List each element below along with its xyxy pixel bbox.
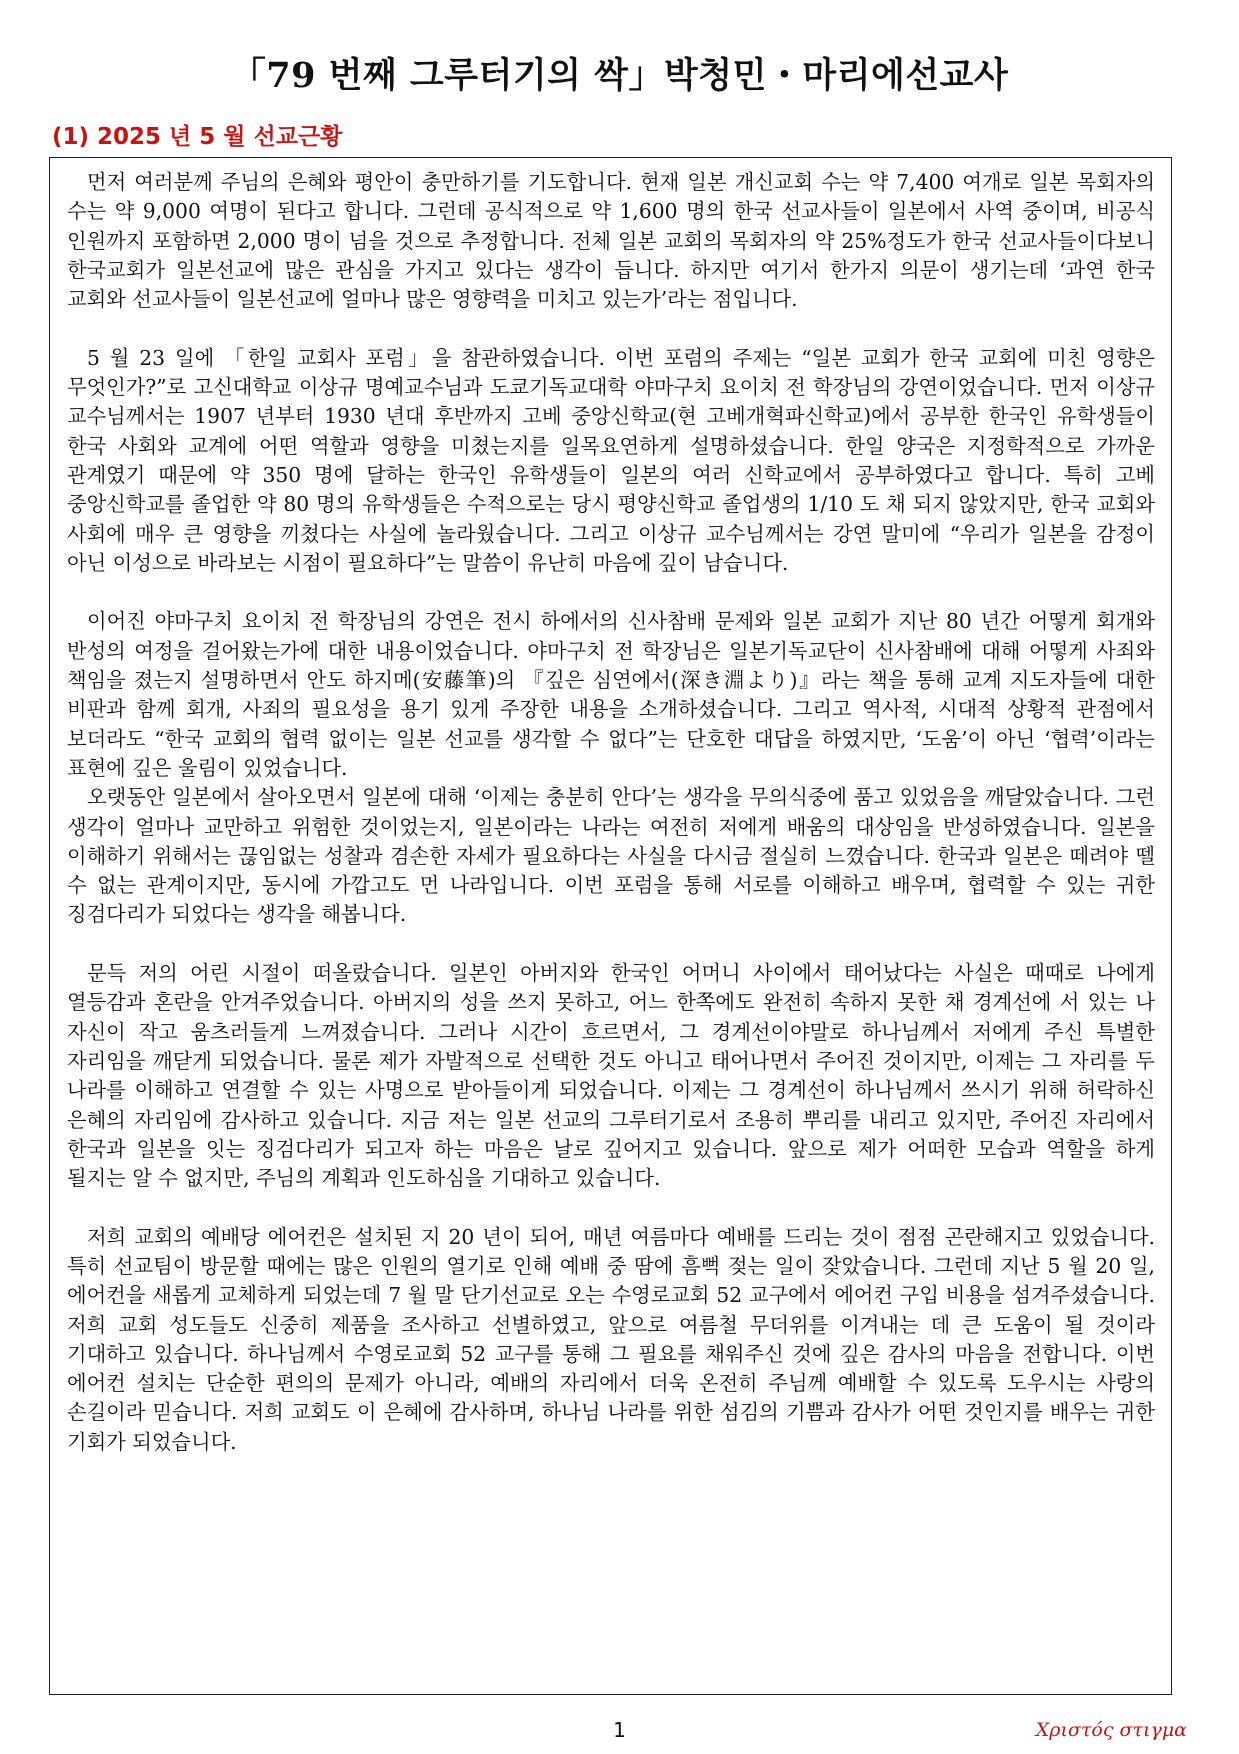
section-heading: (1) 2025 년 5 월 선교근황 bbox=[52, 124, 343, 150]
paragraph-childhood: 문득 저의 어린 시절이 떠올랐습니다. 일본인 아버지와 한국인 어머니 사이에서 태어났다는 사실은 때때로 나에게 열등감과 혼란을 안겨주었습니다. 아버지의 성을 쓰지 못하고, 어느 한쪽에도 완전히 속하지 못한 채 경계선에 서 있는 나 자신이 작고 움츠러들게 느껴졌습니다. 그러나 시간이 흐르면서, 그 경계선이야말로 하나님께서 저에게 주신 특별한 자리임을 깨닫게 되었습니다. 물론 제가 자발적으로 선택한 것도 아니고 태어나면서 주어진 것이지만, 이제는 그 자리를 두 나라를 이해하고 연결할 수 있는 사명으로 받아들이게 되었습니다. 이제는 그 경계선이 하나님께서 쓰시기 위해 허락하신 은혜의 자리임에 감사하고 있습니다. 지금 저는 일본 선교의 그루터기로서 조용히 뿌리를 내리고 있지만, 주어진 자리에서 한국과 일본을 잇는 징검다리가 되고자 하는 마음은 날로 깊어지고 있습니다. 앞으로 제가 어떠한 모습과 역할을 하게 될지는 알 수 없지만, 주님의 계획과 인도하심을 기대하고 있습니다. bbox=[67, 961, 1155, 1191]
paragraph-air-conditioner: 저희 교회의 예배당 에어컨은 설치된 지 20 년이 되어, 매년 여름마다 예배를 드리는 것이 점점 곤란해지고 있었습니다. 특히 선교팀이 방문할 때에는 많은 인원의 열기로 인해 예배 중 땀에 흠뻑 젖는 일이 잦았습니다. 그런데 지난 5 월 20 일, 에어컨을 새롭게 교체하게 되었는데 7 월 말 단기선교로 오는 수영로교회 52 교구에서 에어컨 구입 비용을 섬겨주셨습니다. 저희 교회 성도들도 신중히 제품을 조사하고 선별하였고, 앞으로 여름철 무더위를 이겨내는 데 큰 도움이 될 것이라 기대하고 있습니다. 하나님께서 수영로교회 52 교구를 통해 그 필요를 채워주신 것에 깊은 감사의 마음을 전합니다. 이번 에어컨 설치는 단순한 편의의 문제가 아니라, 예배의 자리에서 더욱 온전히 주님께 예배할 수 있도록 도우시는 사랑의 손길이라 믿습니다. 저희 교회도 이 은혜에 감사하며, 하나님 나라를 위한 섬김의 기쁨과 감사가 어떤 것인지를 배우는 귀한 기회가 되었습니다. bbox=[67, 1224, 1155, 1454]
paragraph-yamaguchi-lecture: 이어진 야마구치 요이치 전 학장님의 강연은 전시 하에서의 신사참배 문제와 일본 교회가 지난 80 년간 어떻게 회개와 반성의 여정을 걸어왔는가에 대한 내용이었습니다. 야마구치 전 학장님은 일본기독교단이 신사참배에 대해 어떻게 사죄와 책임을 졌는지 설명하면서 안도 하지메(安藤筆)의 『깊은 심연에서(深き淵より)』라는 책을 통해 교계 지도자들에 대한 비판과 함께 회개, 사죄의 필요성을 용기 있게 주장한 내용을 소개하셨습니다. 그리고 역사적, 시대적 상황적 관점에서 보더라도 “한국 교회의 협력 없이는 일본 선교를 생각할 수 없다”는 단호한 대답을 하였지만, ‘도움’이 아닌 ‘협력’이라는 표현에 깊은 울림이 있었습니다. bbox=[67, 609, 1155, 780]
page-title: 「79 번째 그루터기의 싹」박청민・마리에선교사 bbox=[230, 55, 1009, 96]
footer-brand: Χριστός στιγμα bbox=[1035, 1719, 1187, 1741]
paragraph-statistics: 먼저 여러분께 주님의 은혜와 평안이 충만하기를 기도합니다. 현재 일본 개신교회 수는 약 7,400 여개로 일본 목회자의 수는 약 9,000 여명이 된다고 합니다. 그런데 공식적으로 약 1,600 명의 한국 선교사들이 일본에서 사역 중이며, 비공식 인원까지 포함하면 2,000 명이 넘을 것으로 추정합니다. 전체 일본 교회의 목회자의 약 25%정도가 한국 선교사들이다보니 한국교회가 일본선교에 많은 관심을 가지고 있다는 생각이 듭니다. 하지만 여기서 한가지 의문이 생기는데 ‘과연 한국 교회와 선교사들이 일본선교에 얼마나 많은 영향력을 미치고 있는가’라는 점입니다. bbox=[67, 170, 1155, 312]
page-number: 1 bbox=[613, 1718, 626, 1742]
paragraph-reflection: 오랫동안 일본에서 살아오면서 일본에 대해 ‘이제는 충분히 안다’는 생각을 무의식중에 품고 있었음을 깨달았습니다. 그런 생각이 얼마나 교만하고 위험한 것이었는지, 일본이라는 나라는 여전히 저에게 배움의 대상임을 반성하였습니다. 일본을 이해하기 위해서는 끊임없는 성찰과 겸손한 자세가 필요하다는 사실을 다시금 절실히 느꼈습니다. 한국과 일본은 떼려야 뗄 수 없는 관계이지만, 동시에 가깝고도 먼 나라입니다. 이번 포럼을 통해 서로를 이해하고 배우며, 협력할 수 있는 귀한 징검다리가 되었다는 생각을 해봅니다. bbox=[67, 785, 1155, 927]
content-box bbox=[49, 157, 1172, 1695]
paragraph-forum: 5 월 23 일에 「한일 교회사 포럼」을 참관하였습니다. 이번 포럼의 주제는 “일본 교회가 한국 교회에 미친 영향은 무엇인가?”로 고신대학교 이상규 명예교수님과 도쿄기독교대학 야마구치 요이치 전 학장님의 강연이었습니다. 먼저 이상규 교수님께서는 1907 년부터 1930 년대 후반까지 고베 중앙신학교(현 고베개혁파신학교)에서 공부한 한국인 유학생들이 한국 사회와 교계에 어떤 역할과 영향을 미쳤는지를 일목요연하게 설명하셨습니다. 한일 양국은 지정학적으로 가까운 관계였기 때문에 약 350 명에 달하는 한국인 유학생들이 일본의 여러 신학교에서 공부하였다고 합니다. 특히 고베 중앙신학교를 졸업한 약 80 명의 유학생들은 수적으로는 당시 평양신학교 졸업생의 1/10 도 채 되지 않았지만, 한국 교회와 사회에 매우 큰 영향을 끼쳤다는 사실에 놀라웠습니다. 그리고 이상규 교수님께서는 강연 말미에 “우리가 일본을 감정이 아닌 이성으로 바라보는 시점이 필요하다”는 말씀이 유난히 마음에 깊이 남습니다. bbox=[67, 345, 1155, 575]
